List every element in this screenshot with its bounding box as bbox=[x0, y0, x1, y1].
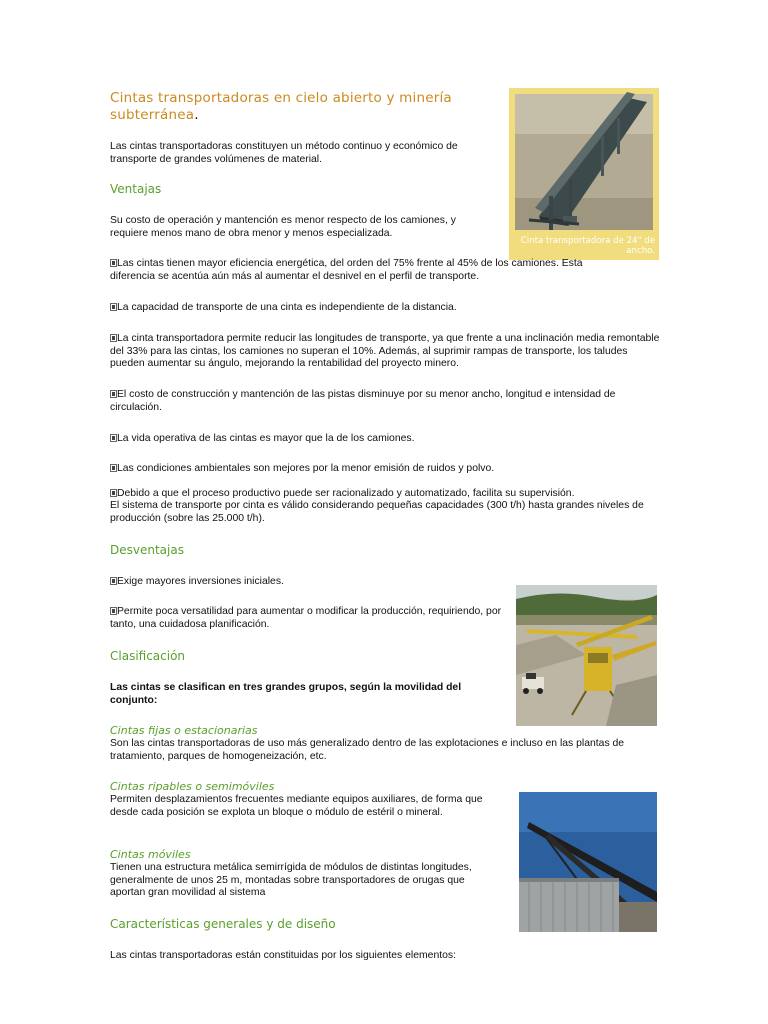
clasificacion-heading: Clasificación bbox=[110, 649, 186, 663]
photo-caption: Cinta transportadora de 24" de ancho. bbox=[520, 236, 655, 256]
ventajas-extra: El sistema de transporte por cinta es válido considerando pequeñas capacidades (300 t/h) hasta grandes niveles de producción (sobre las 25.000 t/h). bbox=[110, 500, 644, 524]
tipo-name: Cintas ripables o semimóviles bbox=[110, 780, 275, 793]
bullet-icon bbox=[110, 334, 117, 342]
conveyor-belt-image bbox=[509, 88, 659, 260]
bullet-icon bbox=[110, 464, 117, 472]
bullet-icon bbox=[110, 577, 117, 585]
list-item: La vida operativa de las cintas es mayor que la de los camiones. bbox=[110, 433, 660, 446]
mobile-conveyor-photo bbox=[519, 792, 657, 932]
list-item: La capacidad de transporte de una cinta es independiente de la distancia. bbox=[110, 302, 650, 315]
tipo-name: Cintas móviles bbox=[110, 848, 191, 861]
list-item: Permite poca versatilidad para aumentar o modificar la producción, requiriendo, por tanto, una cuidadosa planificación. bbox=[110, 606, 502, 630]
ventajas-intro: Su costo de operación y mantención es menor respecto de los camiones, y requiere menos mano de obra menor y menos especializada. bbox=[110, 215, 456, 239]
intro-paragraph: Las cintas transportadoras constituyen un método continuo y económico de transporte de grandes volúmenes de material. bbox=[110, 141, 458, 165]
bullet-icon bbox=[110, 259, 117, 267]
ventajas-heading: Ventajas bbox=[110, 182, 162, 196]
bullet-icon bbox=[110, 607, 117, 615]
caracteristicas-heading: Características generales y de diseño bbox=[110, 917, 336, 931]
list-item: Las condiciones ambientales son mejores por la menor emisión de ruidos y polvo. bbox=[110, 463, 660, 476]
list-item: Exige mayores inversiones iniciales. bbox=[110, 576, 500, 589]
list-item: Debido a que el proceso productivo puede ser racionalizado y automatizado, facilita su supervisión. bbox=[110, 488, 660, 501]
bullet-icon bbox=[110, 390, 117, 398]
tipo-text: Son las cintas transportadoras de uso más generalizado dentro de las explotaciones e incluso en las plantas de tratamiento, parques de homogeneización, etc. bbox=[110, 738, 625, 762]
list-item: Las cintas tienen mayor eficiencia energética, del orden del 75% frente al 45% de los camiones. Esta diferencia se acentúa aún más al aumentar el desnivel en el perfil de transporte. bbox=[110, 258, 583, 282]
mining-plant-image bbox=[516, 585, 657, 726]
bullet-icon bbox=[110, 489, 117, 497]
caracteristicas-intro: Las cintas transportadoras están constituidas por los siguientes elementos: bbox=[110, 950, 456, 961]
tipo-text: Permiten desplazamientos frecuentes mediante equipos auxiliares, de forma que desde cada posición se explota un bloque o módulo de estéril o mineral. bbox=[110, 794, 483, 818]
bullet-icon bbox=[110, 303, 117, 311]
mobile-conveyor-image bbox=[519, 792, 657, 932]
conveyor-photo bbox=[509, 88, 659, 260]
mining-plant-photo bbox=[516, 585, 657, 726]
bullet-icon bbox=[110, 434, 117, 442]
page-title: Cintas transportadoras en cielo abierto y minería subterránea. bbox=[110, 90, 452, 123]
tipo-text: Tienen una estructura metálica semirrígida de módulos de distintas longitudes, generalmente de unos 25 m, montadas sobre transportadores de orugas que aportan gran movilidad al sistema bbox=[110, 862, 472, 899]
list-item: La cinta transportadora permite reducir las longitudes de transporte, ya que frente a una inclinación media remontable del 33% para las cintas, los camiones no superan el 10%. Además, al suprimir rampas de transporte, los taludes pueden aumentar su ángulo, mejorando la rentabilidad del proyecto minero. bbox=[110, 333, 660, 370]
list-item: El costo de construcción y mantención de las pistas disminuye por su menor ancho, longitud e intensidad de circulación. bbox=[110, 389, 616, 413]
clasificacion-intro: Las cintas se clasifican en tres grandes grupos, según la movilidad del conjunto: bbox=[110, 682, 462, 706]
tipo-name: Cintas fijas o estacionarias bbox=[110, 724, 258, 737]
desventajas-heading: Desventajas bbox=[110, 543, 184, 557]
